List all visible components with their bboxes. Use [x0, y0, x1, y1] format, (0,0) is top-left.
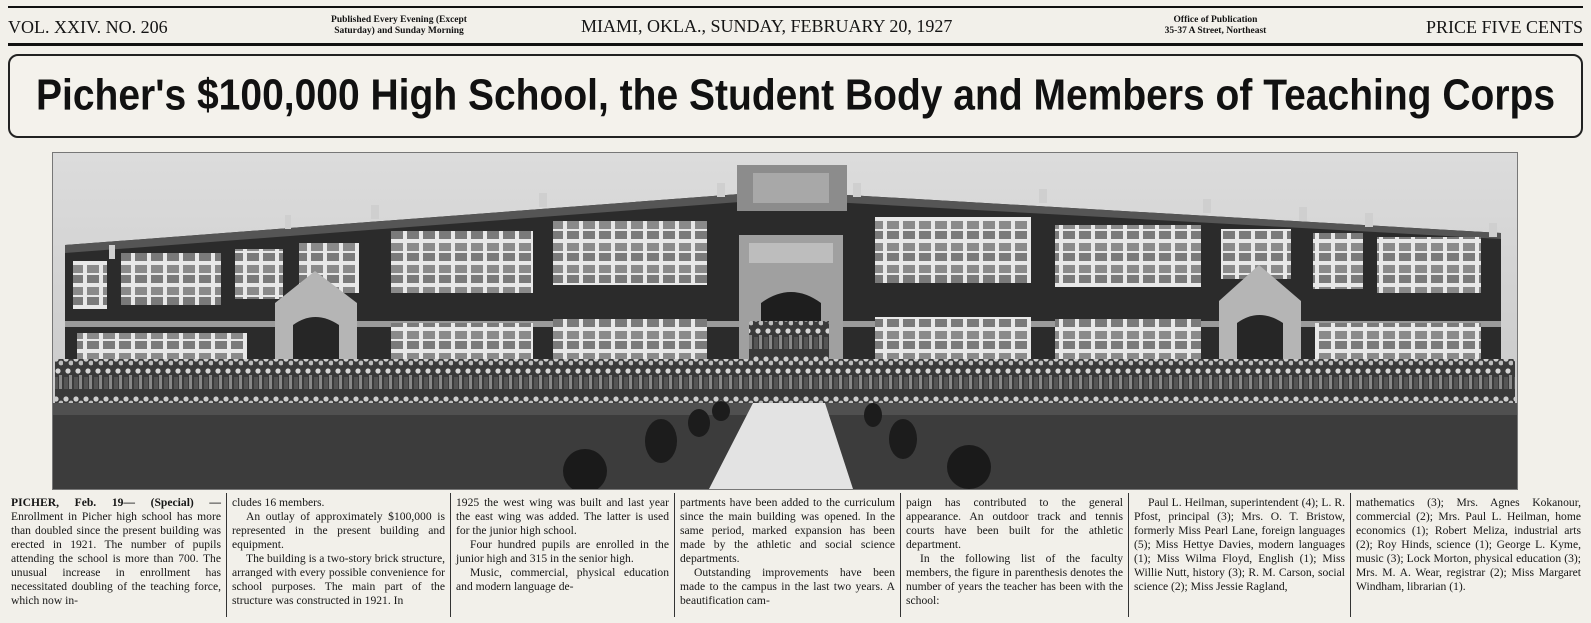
office-of-publication — [1128, 15, 1303, 37]
issue-dateline: MIAMI, OKLA., SUNDAY, FEBRUARY 20, 1927 — [581, 16, 953, 36]
headline-box — [8, 54, 1583, 138]
article-paragraph: The building is a two-story brick structure, arranged with every possible convenience for school purposes. The main part of the structure was constructed in 1921. In — [232, 552, 445, 607]
office-line-2: 35-37 A Street, Northeast — [1164, 26, 1267, 36]
masthead — [8, 6, 1583, 46]
article-paragraph: In the following list of the faculty members, the figure in parenthesis denotes the number of years the teacher has been with the school: — [906, 552, 1123, 607]
article-column-2 — [226, 493, 450, 617]
price: PRICE FIVE CENTS — [1425, 17, 1583, 37]
article-paragraph: partments have been added to the curriculum since the main building was opened. In the same period, marked expansion has been made by the athletic and social science departments. — [680, 496, 895, 565]
article-paragraph: Outstanding improvements have been made to the campus in the last two years. A beautification cam- — [680, 566, 895, 607]
headline: Picher's $100,000 High School, the Student Body and Members of Teaching Corps — [35, 71, 1556, 120]
article-body — [6, 493, 1586, 617]
article-column-5 — [900, 493, 1128, 617]
faculty-list-column-2 — [1350, 493, 1586, 617]
article-paragraph: Music, commercial, physical education and modern language de- — [456, 566, 669, 593]
faculty-list: Paul L. Heilman, superintendent (4); L. R. Pfost, principal (3); Mrs. O. T. Bristow, formerly Miss Pearl Lane, foreign languages (5); Miss Hettye Davies, modern languages (1); Miss Wilma Floyd, English (1); Miss Willie Nutt, history (3); R. M. Carson, social science (2); Miss Jessie Ragland, — [1134, 496, 1345, 593]
school-photograph-illustration — [53, 153, 1517, 489]
student-body-crowd — [55, 359, 1515, 403]
office-line-1: Office of Publication — [1173, 15, 1258, 25]
article-column-1 — [6, 493, 226, 617]
article-paragraph: paign has contributed to the general appearance. An outdoor track and tennis courts have been built for the athletic department. — [906, 496, 1123, 551]
lawn — [53, 401, 1517, 489]
article-dateline: PICHER, Feb. 19— (Special) — — [11, 496, 221, 509]
publication-schedule-line-1: Published Every Evening (Except — [331, 15, 467, 25]
article-paragraph: cludes 16 members. — [232, 496, 325, 509]
faculty-list: mathematics (3); Mrs. Agnes Kokanour, commercial (2); Mrs. Paul L. Heilman, home economics (1); Robert Meliza, industrial arts (2); Roy Hinds, science (1); George L. Kyme, music (3); Lock Morton, physical education (3); Mrs. M. A. Wear, registrar (2); Miss Margaret Windham, librarian (1). — [1356, 496, 1581, 593]
article-column-1-text: Enrollment in Picher high school has more than doubled since the present building was erected in 1921. The number of pupils attending the school is more than 700. The unusual increase in enrollment has necessitated doubling of the teaching force, which now in- — [11, 510, 221, 607]
article-paragraph: An outlay of approximately $100,000 is represented in the present building and equipment. — [232, 510, 445, 551]
volume-number: VOL. XXIV. NO. 206 — [8, 17, 168, 37]
article-paragraph: 1925 the west wing was built and last year the east wing was added. The latter is used for the junior high school. — [456, 496, 669, 537]
faculty-list-column-1 — [1128, 493, 1350, 617]
publication-schedule-line-2: Saturday) and Sunday Morning — [334, 26, 464, 36]
publication-schedule — [284, 15, 514, 37]
crowd-on-steps — [749, 321, 829, 365]
article-column-4 — [674, 493, 900, 617]
school-photograph — [52, 152, 1518, 490]
article-paragraph: Four hundred pupils are enrolled in the junior high and 315 in the senior high. — [456, 538, 669, 565]
article-column-3 — [450, 493, 674, 617]
